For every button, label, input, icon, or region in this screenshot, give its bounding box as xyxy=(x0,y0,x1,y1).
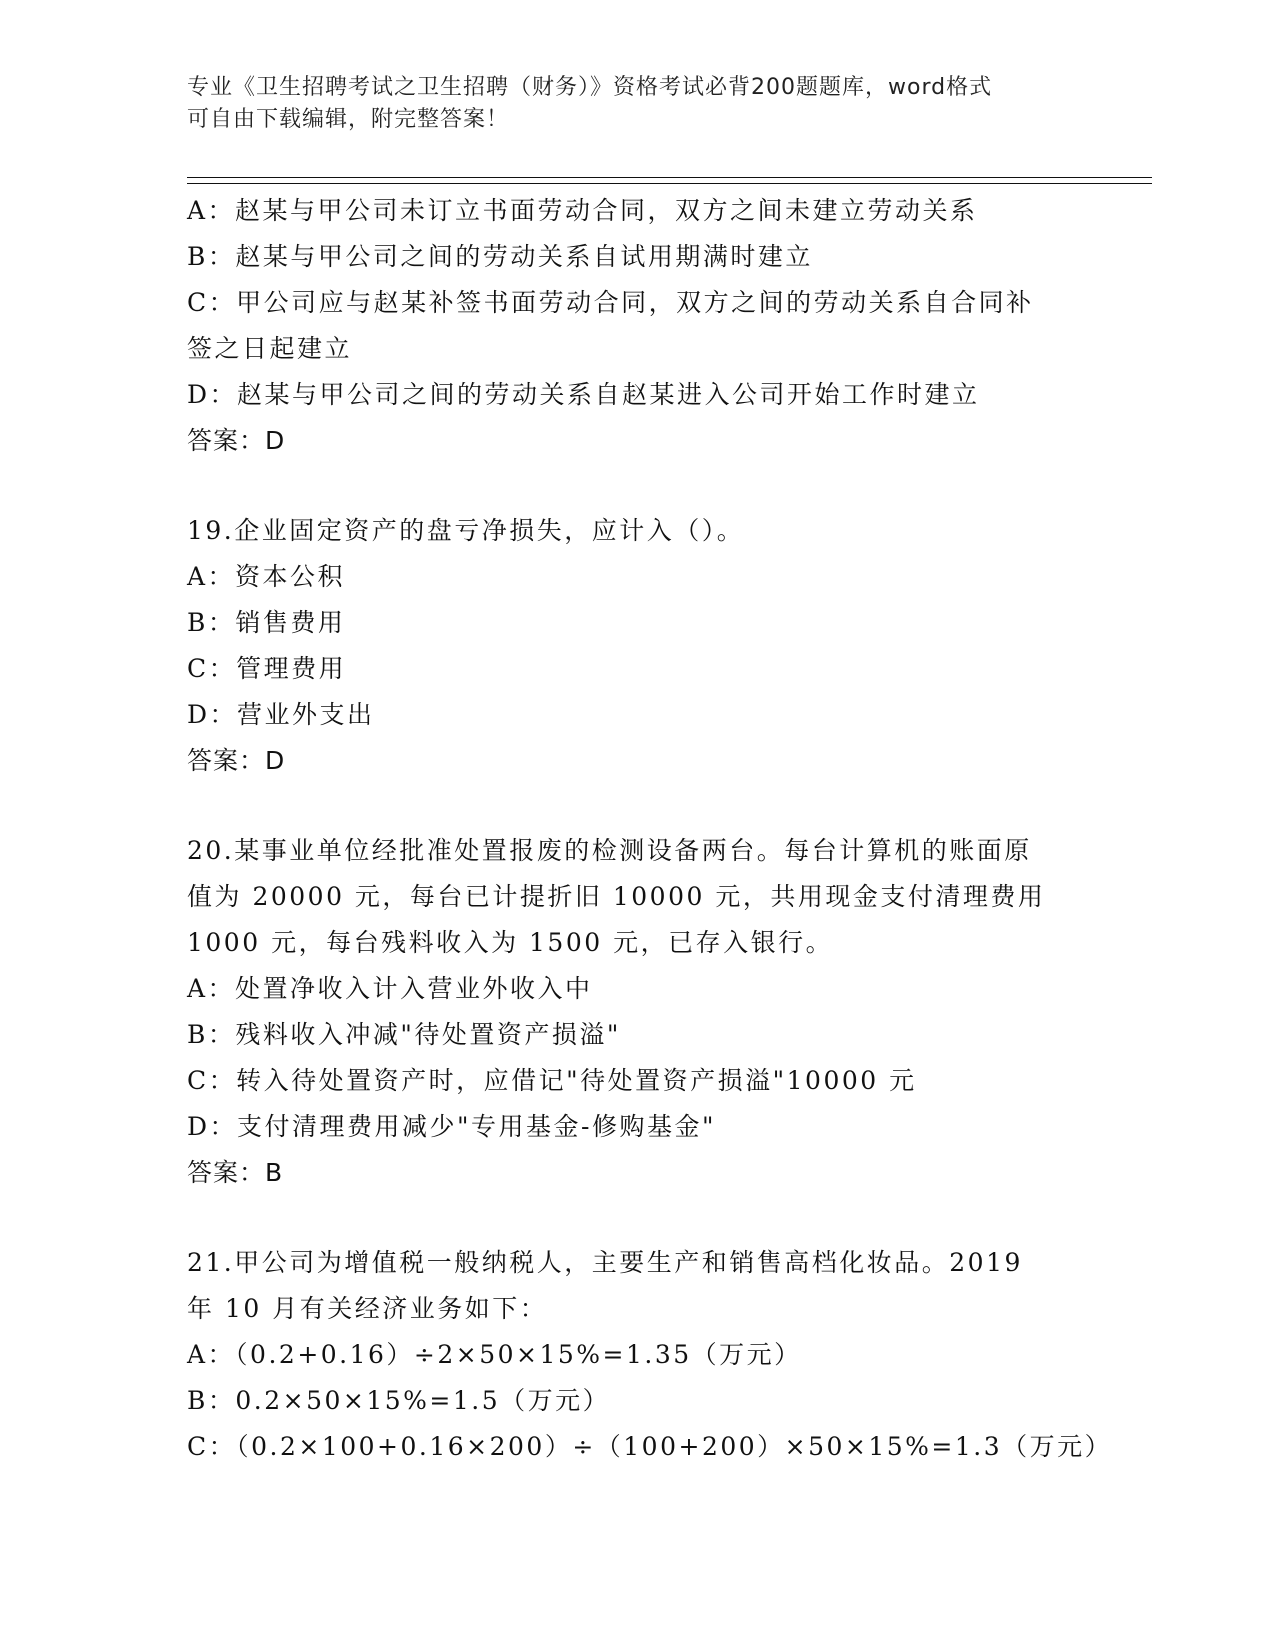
header-divider-top xyxy=(187,177,1152,178)
q21-option-c: C：（0.2×100+0.16×200）÷（100+200）×50×15%=1.3（万元） xyxy=(187,1432,1113,1461)
q19-answer: 答案：D xyxy=(187,746,286,775)
q19-option-b: B：销售费用 xyxy=(187,608,346,637)
q19-option-a: A：资本公积 xyxy=(187,562,346,591)
q19-option-d: D：营业外支出 xyxy=(187,700,375,729)
question-20-block xyxy=(187,828,1087,1196)
q20-option-b: B：残料收入冲减"待处置资产损溢" xyxy=(187,1020,621,1049)
q19-question: 19.企业固定资产的盘亏净损失，应计入（）。 xyxy=(187,516,745,545)
q20-question-line-1: 20.某事业单位经批准处置报废的检测设备两台。每台计算机的账面原 xyxy=(187,836,1032,865)
header-line-1: 专业《卫生招聘考试之卫生招聘（财务）》资格考试必背200题题库，word格式 xyxy=(187,75,993,100)
q18-option-c-line-2: 签之日起建立 xyxy=(187,334,353,363)
question-21-block xyxy=(187,1240,1113,1470)
q19-option-c: C：管理费用 xyxy=(187,654,347,683)
spacer xyxy=(187,464,1087,508)
q18-option-a: A：赵某与甲公司未订立书面劳动合同，双方之间未建立劳动关系 xyxy=(187,196,978,225)
q18-option-c-line-1: C：甲公司应与赵某补签书面劳动合同，双方之间的劳动关系自合同补 xyxy=(187,288,1034,317)
q20-option-d: D：支付清理费用减少"专用基金-修购基金" xyxy=(187,1112,716,1141)
question-19-block xyxy=(187,508,1087,784)
q20-answer: 答案：B xyxy=(187,1158,284,1187)
q20-option-c: C：转入待处置资产时，应借记"待处置资产损溢"10000 元 xyxy=(187,1066,917,1095)
q20-option-a: A：处置净收入计入营业外收入中 xyxy=(187,974,593,1003)
q21-question-line-2: 年 10 月有关经济业务如下： xyxy=(187,1294,548,1323)
q18-option-d: D：赵某与甲公司之间的劳动关系自赵某进入公司开始工作时建立 xyxy=(187,380,980,409)
question-18-block xyxy=(187,188,1087,464)
spacer xyxy=(187,784,1087,828)
spacer xyxy=(187,1196,1087,1240)
document-body xyxy=(187,188,1113,1470)
q21-option-a: A：（0.2+0.16）÷2×50×15%=1.35（万元） xyxy=(187,1340,802,1369)
document-header xyxy=(187,72,1087,136)
q18-answer: 答案：D xyxy=(187,426,286,455)
q20-question-line-3: 1000 元，每台残料收入为 1500 元，已存入银行。 xyxy=(187,928,834,957)
q18-option-b: B：赵某与甲公司之间的劳动关系自试用期满时建立 xyxy=(187,242,813,271)
header-line-2: 可自由下载编辑，附完整答案！ xyxy=(187,107,510,132)
header-divider-bottom xyxy=(187,183,1152,184)
q21-question-line-1: 21.甲公司为增值税一般纳税人，主要生产和销售高档化妆品。2019 xyxy=(187,1248,1023,1277)
q20-question-line-2: 值为 20000 元，每台已计提折旧 10000 元，共用现金支付清理费用 xyxy=(187,882,1046,911)
q21-option-b: B：0.2×50×15%=1.5（万元） xyxy=(187,1386,611,1415)
